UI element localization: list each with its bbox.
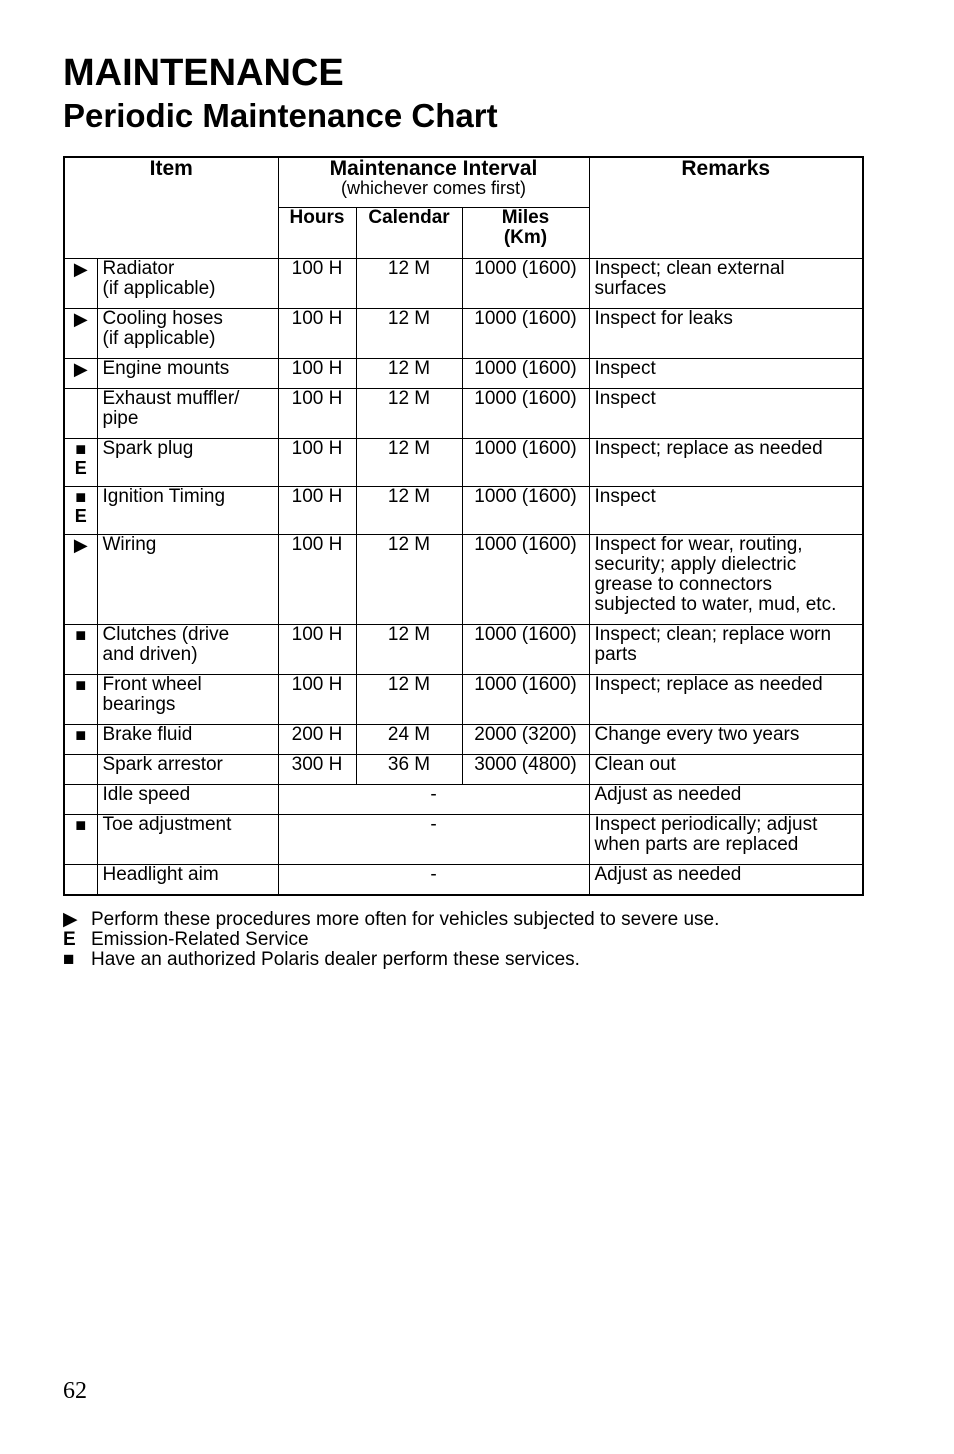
footnotes (63, 910, 719, 970)
row-item: Radiator (if applicable) (97, 258, 278, 308)
row-calendar: 24 M (356, 724, 462, 754)
header-miles-unit: (Km) (503, 226, 548, 248)
row-hours: 100 H (278, 308, 356, 358)
row-mark-symbol: ▶ (73, 308, 88, 329)
row-remarks: Change every two years (589, 724, 863, 754)
table-row (64, 486, 863, 534)
table-row (64, 864, 863, 895)
table-row (64, 624, 863, 674)
header-hours: Hours (278, 207, 356, 258)
footnote-text: Perform these procedures more often for vehicles subjected to severe use. (91, 909, 720, 930)
row-hours: 100 H (278, 358, 356, 388)
header-interval (278, 157, 589, 207)
row-interval: - (278, 814, 589, 864)
header-miles-label: Miles (501, 206, 550, 228)
row-mark (64, 814, 97, 864)
page-subtitle: Periodic Maintenance Chart (63, 97, 498, 134)
header-remarks: Remarks (589, 157, 863, 258)
row-emission-mark: E (74, 505, 87, 526)
row-remarks: Adjust as needed (589, 864, 863, 895)
row-item: Ignition Timing (97, 486, 278, 534)
table-row (64, 784, 863, 814)
table-row (64, 308, 863, 358)
row-calendar: 12 M (356, 674, 462, 724)
row-mark-symbol: ■ (75, 438, 87, 459)
row-hours: 300 H (278, 754, 356, 784)
row-miles: 1000 (1600) (462, 258, 589, 308)
row-mark (64, 784, 97, 814)
row-mark (64, 486, 97, 534)
row-item: Toe adjustment (97, 814, 278, 864)
table-row (64, 438, 863, 486)
row-calendar: 12 M (356, 388, 462, 438)
table-row (64, 724, 863, 754)
table-row (64, 674, 863, 724)
row-remarks: Inspect (589, 358, 863, 388)
row-mark (64, 438, 97, 486)
footnote (63, 910, 719, 930)
row-remarks: Inspect (589, 388, 863, 438)
row-item: Clutches (drive and driven) (97, 624, 278, 674)
row-hours: 100 H (278, 486, 356, 534)
header-miles (462, 207, 589, 258)
row-mark (64, 754, 97, 784)
row-item: Cooling hoses (if applicable) (97, 308, 278, 358)
footnote-text: Emission-Related Service (91, 929, 309, 950)
row-miles: 1000 (1600) (462, 624, 589, 674)
footnote-mark: E (63, 929, 76, 950)
row-remarks: Inspect periodically; adjust when parts are replaced (589, 814, 863, 864)
row-remarks: Clean out (589, 754, 863, 784)
row-miles: 1000 (1600) (462, 308, 589, 358)
row-hours: 200 H (278, 724, 356, 754)
footnote (63, 930, 719, 950)
row-calendar: 12 M (356, 308, 462, 358)
row-hours: 100 H (278, 438, 356, 486)
header-interval-label: Maintenance Interval (329, 157, 538, 180)
row-miles: 1000 (1600) (462, 534, 589, 624)
maintenance-table (63, 156, 864, 896)
table-row (64, 388, 863, 438)
table-row (64, 258, 863, 308)
table-row (64, 754, 863, 784)
row-item: Brake fluid (97, 724, 278, 754)
row-remarks: Inspect; clean external surfaces (589, 258, 863, 308)
page-title: MAINTENANCE (63, 52, 344, 94)
header-calendar: Calendar (356, 207, 462, 258)
row-mark-symbol: ▶ (73, 258, 88, 279)
page-number: 62 (63, 1378, 87, 1404)
row-mark-symbol: ▶ (73, 534, 88, 555)
row-hours: 100 H (278, 624, 356, 674)
row-miles: 2000 (3200) (462, 724, 589, 754)
row-remarks: Inspect; clean; replace worn parts (589, 624, 863, 674)
row-remarks: Adjust as needed (589, 784, 863, 814)
row-mark-symbol: ■ (75, 486, 87, 507)
row-calendar: 12 M (356, 258, 462, 308)
row-hours: 100 H (278, 388, 356, 438)
row-mark (64, 358, 97, 388)
row-remarks: Inspect for leaks (589, 308, 863, 358)
row-hours: 100 H (278, 534, 356, 624)
row-remarks: Inspect (589, 486, 863, 534)
footnote (63, 950, 719, 970)
row-mark (64, 674, 97, 724)
row-calendar: 12 M (356, 438, 462, 486)
row-item: Front wheel bearings (97, 674, 278, 724)
table-row (64, 358, 863, 388)
footnote-text: Have an authorized Polaris dealer perform these services. (91, 949, 580, 970)
row-interval: - (278, 784, 589, 814)
row-item: Idle speed (97, 784, 278, 814)
row-item: Wiring (97, 534, 278, 624)
row-emission-mark: E (74, 457, 87, 478)
row-miles: 1000 (1600) (462, 486, 589, 534)
row-remarks: Inspect; replace as needed (589, 438, 863, 486)
footnote-mark: ■ (63, 949, 75, 970)
row-mark (64, 864, 97, 895)
row-mark-symbol: ■ (75, 814, 87, 835)
row-remarks: Inspect; replace as needed (589, 674, 863, 724)
row-miles: 1000 (1600) (462, 438, 589, 486)
row-calendar: 12 M (356, 358, 462, 388)
row-hours: 100 H (278, 258, 356, 308)
row-mark (64, 624, 97, 674)
row-mark-symbol: ■ (75, 724, 87, 745)
row-item: Spark plug (97, 438, 278, 486)
row-miles: 1000 (1600) (462, 388, 589, 438)
row-interval: - (278, 864, 589, 895)
row-item: Exhaust muffler/ pipe (97, 388, 278, 438)
row-mark-symbol: ■ (75, 624, 87, 645)
row-calendar: 12 M (356, 624, 462, 674)
row-mark (64, 724, 97, 754)
row-item: Headlight aim (97, 864, 278, 895)
row-miles: 1000 (1600) (462, 358, 589, 388)
table-row (64, 534, 863, 624)
row-item: Engine mounts (97, 358, 278, 388)
row-mark (64, 388, 97, 438)
row-mark (64, 534, 97, 624)
row-calendar: 12 M (356, 534, 462, 624)
header-interval-note: (whichever comes first) (340, 178, 527, 198)
row-mark (64, 308, 97, 358)
row-item: Spark arrestor (97, 754, 278, 784)
row-remarks: Inspect for wear, routing, security; apply dielectric grease to connectors subjected to water, mud, etc. (589, 534, 863, 624)
footnote-mark: ▶ (63, 909, 78, 930)
row-miles: 1000 (1600) (462, 674, 589, 724)
row-calendar: 12 M (356, 486, 462, 534)
row-mark (64, 258, 97, 308)
row-mark-symbol: ■ (75, 674, 87, 695)
table-row (64, 814, 863, 864)
row-miles: 3000 (4800) (462, 754, 589, 784)
header-item: Item (64, 157, 278, 258)
row-hours: 100 H (278, 674, 356, 724)
row-mark-symbol: ▶ (73, 358, 88, 379)
row-calendar: 36 M (356, 754, 462, 784)
